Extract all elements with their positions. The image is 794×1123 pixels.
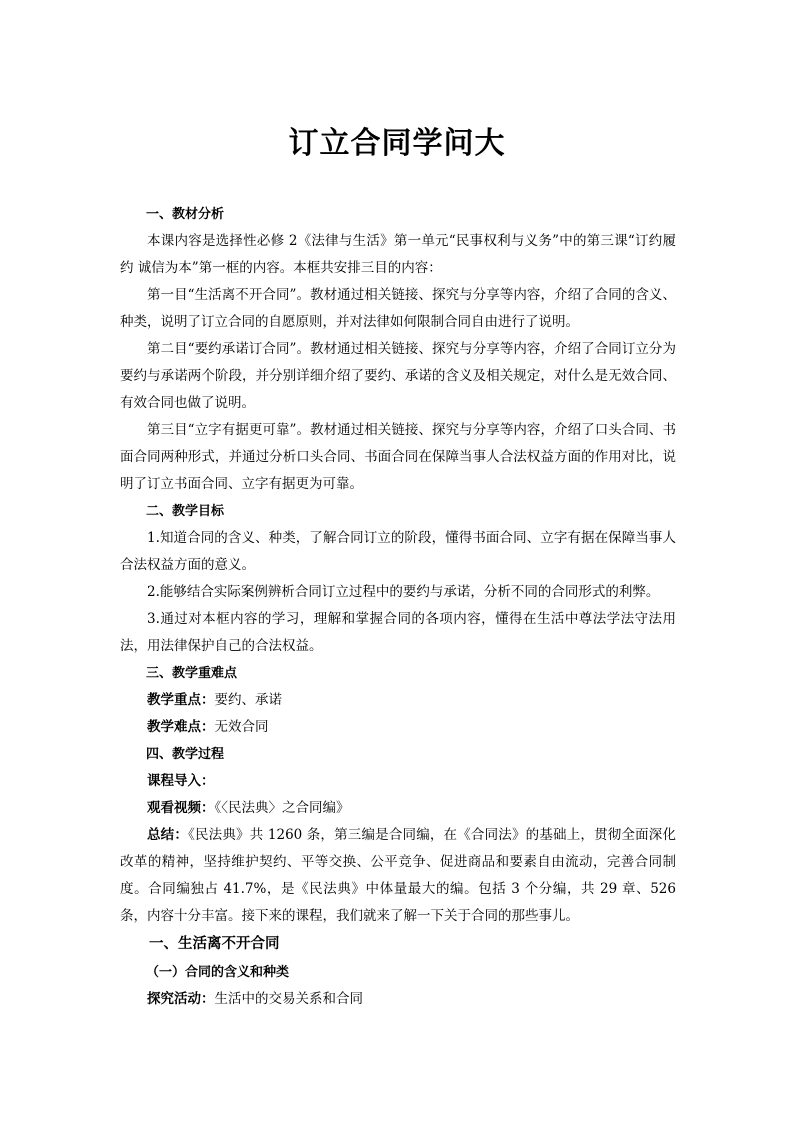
goal-item: 3.通过对本框内容的学习，理解和掌握合同的各项内容，懂得在生活中尊法学法守法用法，用法律保护自己的合法权益。 (120, 611, 676, 654)
video-line (120, 795, 676, 822)
difficulty-label: 教学难点： (147, 719, 215, 735)
paragraph: 本课内容是选择性必修 2《法律与生活》第一单元“民事权利与义务”中的第三课“订约履约 诚信为本”第一框的内容。本框共安排三目的内容： (120, 233, 676, 276)
summary-paragraph (120, 822, 676, 930)
activity-line (120, 986, 676, 1013)
key-point-value: 要约、承诺 (214, 692, 282, 708)
section-heading-life-contract: 一、生活离不开合同 (149, 936, 280, 952)
section-heading-teaching-goals: 二、教学目标 (146, 504, 225, 519)
summary-value: 《民法典》共 1260 条，第三编是合同编，在《合同法》的基础上，贯彻全面深化改革的精神，坚持维护契约、平等交换、公平竞争、促进商品和要素自由流动，完善合同制度。合同编独占 41.7%，是《民法典》中体量最大的编。包括 3 个分编，共 29 章、526 条，内容十分丰富。接下来的课程，我们就来了解一下关于合同的那些事儿。 (120, 827, 676, 924)
key-point-line (120, 687, 676, 714)
paragraph: 第一目“生活离不开合同”。教材通过相关链接、探究与分享等内容，介绍了合同的含义、种类，说明了订立合同的自愿原则，并对法律如何限制合同自由进行了说明。 (120, 287, 676, 330)
difficulty-value: 无效合同 (214, 719, 269, 735)
sub-heading-contract-meaning: （一）合同的含义和种类 (146, 965, 290, 980)
section-heading-textbook-analysis: 一、教材分析 (146, 207, 225, 222)
intro-label: 课程导入： (147, 773, 215, 789)
goal-item: 2.能够结合实际案例辨析合同订立过程中的要约与承诺，分析不同的合同形式的利弊。 (147, 584, 660, 600)
key-point-label: 教学重点： (147, 692, 215, 708)
document-body (120, 201, 676, 1013)
video-value: 《〈民法典〉之合同编》 (214, 800, 350, 816)
activity-value: 生活中的交易关系和合同 (214, 991, 363, 1007)
summary-label: 总结： (147, 827, 189, 843)
intro-line (120, 768, 676, 795)
video-label: 观看视频： (147, 800, 215, 816)
document-title: 订立合同学问大 (288, 126, 506, 161)
difficulty-line (120, 714, 676, 741)
activity-label: 探究活动： (147, 991, 215, 1007)
goal-item: 1.知道合同的含义、种类，了解合同订立的阶段，懂得书面合同、立字有据在保障当事人合法权益方面的意义。 (120, 530, 676, 573)
paragraph: 第三目“立字有据更可靠”。教材通过相关链接、探究与分享等内容，介绍了口头合同、书面合同两种形式，并通过分析口头合同、书面合同在保障当事人合法权益方面的作用对比，说明了订立书面合同、立字有据更为可靠。 (120, 422, 676, 492)
paragraph: 第二目“要约承诺订合同”。教材通过相关链接、探究与分享等内容，介绍了合同订立分为要约与承诺两个阶段，并分别详细介绍了要约、承诺的含义及相关规定，对什么是无效合同、有效合同也做了说明。 (120, 341, 676, 411)
section-heading-key-points: 三、教学重难点 (146, 666, 238, 681)
section-heading-teaching-process: 四、教学过程 (146, 747, 225, 762)
